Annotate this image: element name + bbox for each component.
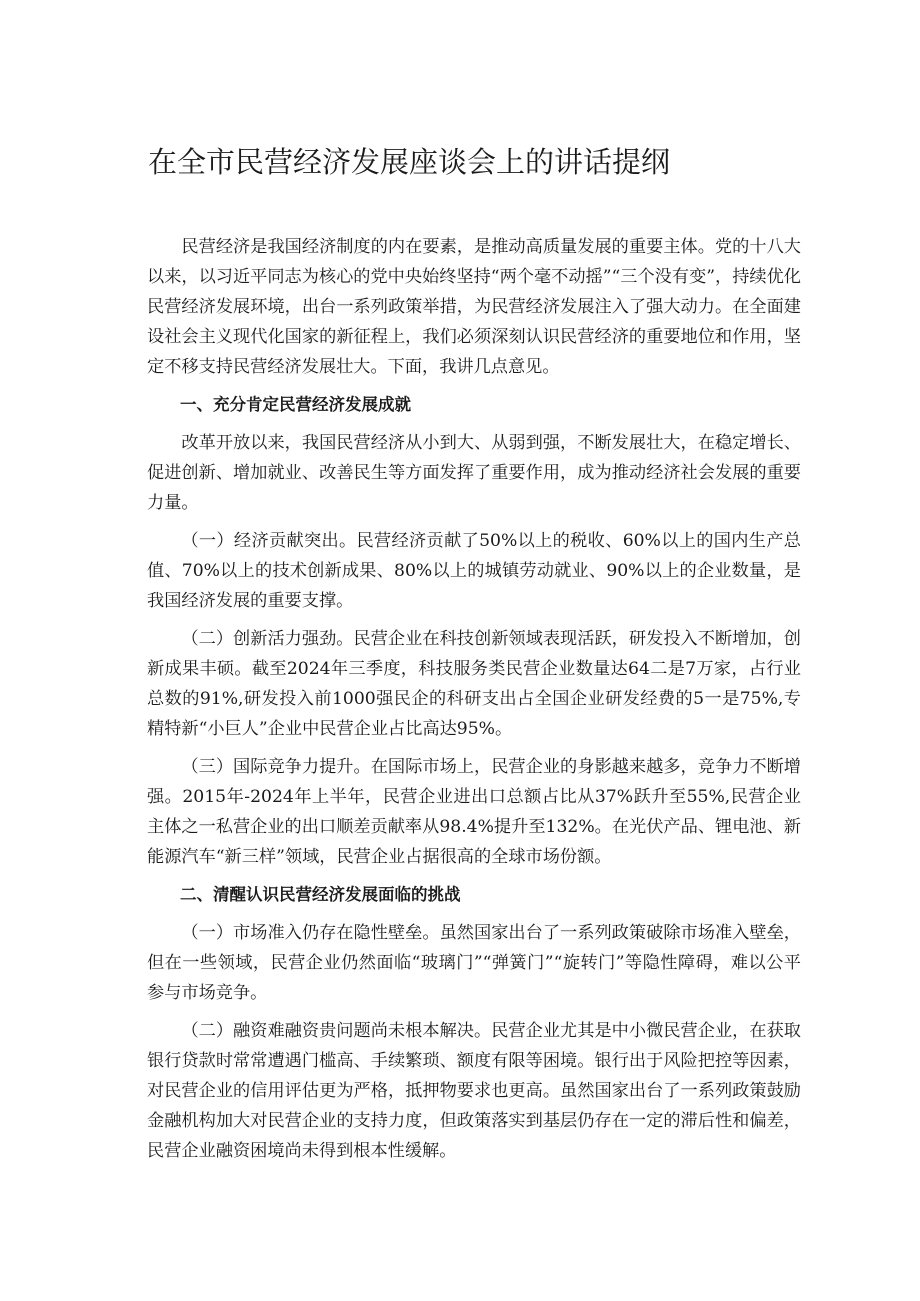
section-1-item-1: （一）经济贡献突出。民营经济贡献了50%以上的税收、60%以上的国内生产总值、70%以上的技术创新成果、80%以上的城镇劳动就业、90%以上的企业数量，是我国经济发展的重要支撑。: [147, 531, 801, 611]
section-2-item-1: （一）市场准入仍存在隐性壁垒。虽然国家出台了一系列政策破除市场准入壁垒，但在一些领域，民营企业仍然面临“玻璃门”“弹簧门”“旋转门”等隐性障碍，难以公平参与市场竞争。: [147, 923, 801, 1003]
document-body: [147, 232, 801, 1166]
document-title: 在全市民营经济发展座谈会上的讲话提纲: [148, 145, 671, 179]
section-1-paragraph: 改革开放以来，我国民营经济从小到大、从弱到强，不断发展壮大，在稳定增长、促进创新、增加就业、改善民生等方面发挥了重要作用，成为推动经济社会发展的重要力量。: [147, 433, 801, 513]
section-2-item-2: （二）融资难融资贵问题尚未根本解决。民营企业尤其是中小微民营企业，在获取银行贷款时常常遭遇门槛高、手续繁琐、额度有限等困境。银行出于风险把控等因素，对民营企业的信用评估更为严格，抵押物要求也更高。虽然国家出台了一系列政策鼓励金融机构加大对民营企业的支持力度，但政策落实到基层仍存在一定的滞后性和偏差，民营企业融资困境尚未得到根本性缓解。: [147, 1021, 801, 1161]
intro-paragraph: 民营经济是我国经济制度的内在要素，是推动高质量发展的重要主体。党的十八大以来，以习近平同志为核心的党中央始终坚持“两个毫不动摇”“三个没有变”，持续优化民营经济发展环境，出台一系列政策举措，为民营经济发展注入了强大动力。在全面建设社会主义现代化国家的新征程上，我们必须深刻认识民营经济的重要地位和作用，坚定不移支持民营经济发展壮大。下面，我讲几点意见。: [147, 237, 801, 377]
section-heading-1: 一、充分肯定民营经济发展成就: [180, 395, 411, 414]
section-heading-2: 二、清醒认识民营经济发展面临的挑战: [180, 885, 461, 904]
section-1-item-3: （三）国际竞争力提升。在国际市场上，民营企业的身影越来越多，竞争力不断增强。2015年-2024年上半年，民营企业进出口总额占比从37%跃升至55%,民营企业主体之一私营企业的出口顺差贡献率从98.4%提升至132%。在光伏产品、锂电池、新能源汽车“新三样”领域，民营企业占据很高的全球市场份额。: [147, 757, 801, 867]
section-1-item-2: （二）创新活力强劲。民营企业在科技创新领域表现活跃，研发投入不断增加，创新成果丰硕。截至2024年三季度，科技服务类民营企业数量达64二是7万家，占行业总数的91%,研发投入前1000强民企的科研支出占全国企业研发经费的5一是75%,专精特新“小巨人”企业中民营企业占比高达95%。: [147, 629, 801, 739]
